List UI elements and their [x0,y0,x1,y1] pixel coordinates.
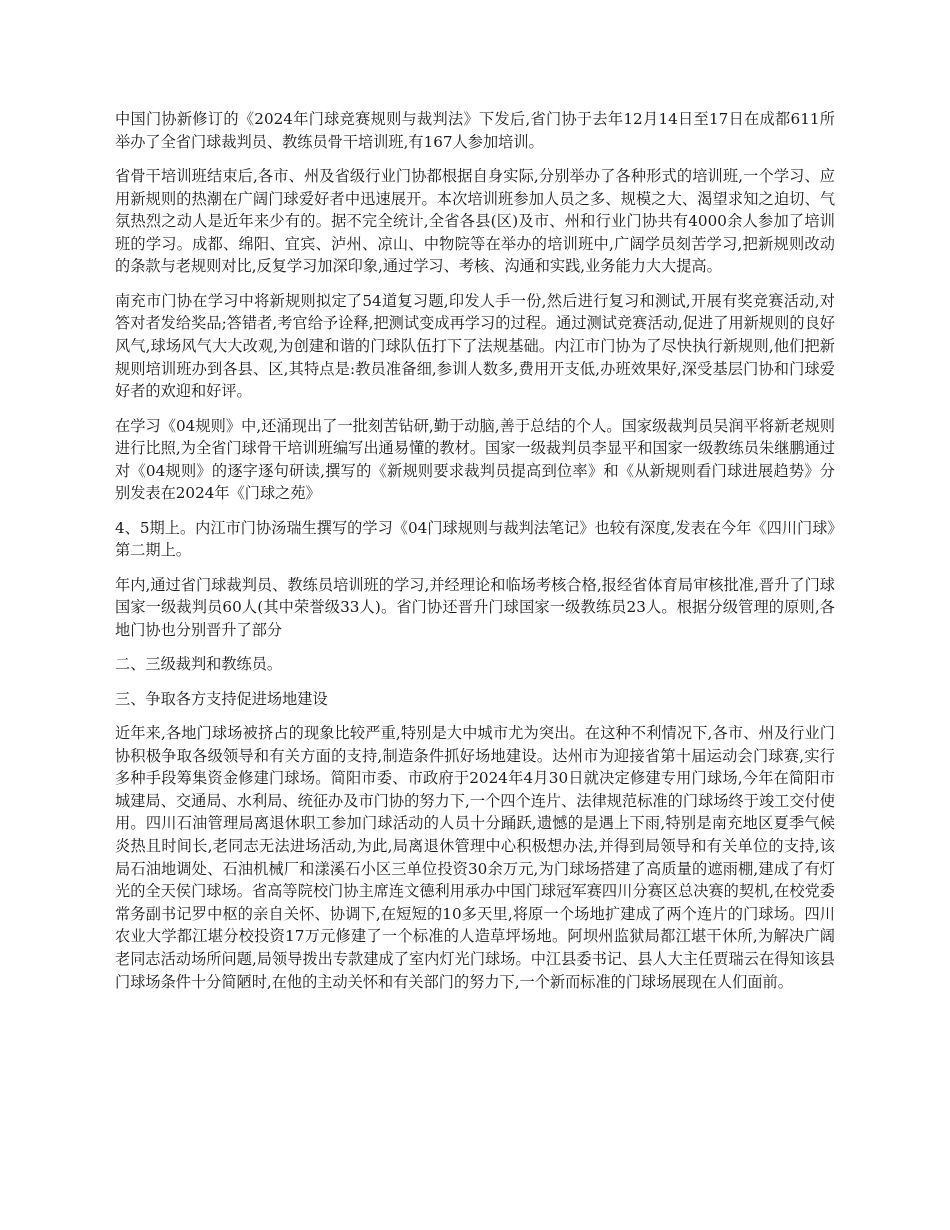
paragraph-training-course: 中国门协新修订的《2024年门球竞赛规则与裁判法》下发后,省门协于去年12月14日至17日在成都611所举办了全省门球裁判员、教练员骨干培训班,有167人参加培训。 [115,110,835,151]
paragraph-venue-construction: 近年来,各地门球场被挤占的现象比较严重,特别是大中城市尤为突出。在这种不利情况下,各市、州及行业门协积极争取各级领导和有关方面的支持,制造条件抓好场地建设。达州市为迎接省第十届运动会门球赛,实行多种手段筹集资金修建门球场。简阳市委、市政府于2024年4月30日就决定修建专用门球场,今年在简阳市城建局、交通局、水利局、统征办及市门协的努力下,一个四个连片、法律规范标准的门球场终于竣工交付使用。四川石油管理局离退休职工参加门球活动的人员十分踊跃,遗憾的是遇上下雨,特别是南充地区夏季气候炎热且时间长,老同志无法进场活动,为此,局离退休管理中心积极想办法,并得到局领导和有关单位的支持,该局石油地调处、石油机械厂和漾溪石小区三单位投资30余万元,为门球场搭建了高质量的遮雨棚,建成了有灯光的全天侯门球场。省高等院校门协主席连文德利用承办中国门球冠军赛四川分赛区总决赛的契机,在校党委常务副书记罗中枢的亲自关怀、协调下,在短短的10多天里,将原一个场地扩建成了两个连片的门球场。四川农业大学都江堪分校投资17万元修建了一个标准的人造草坪场地。阿坝州监狱局都江堪干休所,为解决广阔老同志活动场所问题,局领导拨出专款建成了室内灯光门球场。中江县委书记、县人大主任贾瑞云在得知该县门球场条件十分简陋时,在他的主动关怀和有关部门的努力下,一个新而标准的门球场展现在人们面前。 [115,724,835,991]
paragraph-promotions-continued: 二、三级裁判和教练员。 [115,655,283,674]
section-heading-venue-construction: 三、争取各方支持促进场地建设 [115,689,328,708]
paragraph-nanchong-neijiang: 南充市门协在学习中将新规则拟定了54道复习题,印发人手一份,然后进行复习和测试,开展有奖竞赛活动,对答对者发给奖品;答错者,考官给予诠释,把测试变成再学习的过程。通过测试竞赛活动,促进了用新规则的良好风气,球场风气大大改观,为创建和谐的门球队伍打下了法规基础。内江市门协为了尽快执行新规则,他们把新规则培训班办到各县、区,其特点是:教员准备细,参训人数多,费用开支低,办班效果好,深受基层门协和门球爱好者的欢迎和好评。 [115,291,835,401]
document-body [115,108,835,1005]
paragraph-local-training: 省骨干培训班结束后,各市、州及省级行业门协都根据自身实际,分别举办了各种形式的培训班,一个学习、应用新规则的热潮在广阔门球爱好者中迅速展开。本次培训班参加人员之多、规模之大、渴望求知之迫切、气氛热烈之动人是近年来少有的。据不完全统计,全省各县(区)及市、州和行业门协共有4000余人参加了培训班的学习。成都、绵阳、宜宾、泸州、凉山、中物院等在举办的培训班中,广阔学员刻苦学习,把新规则改动的条款与老规则对比,反复学习加深印象,通过学习、考核、沟通和实践,业务能力大大提高。 [115,166,835,276]
paragraph-publications: 4、5期上。内江市门协汤瑞生撰写的学习《04门球规则与裁判法笔记》也较有深度,发表在今年《四川门球》第二期上。 [115,518,835,560]
paragraph-individuals: 在学习《04规则》中,还涌现出了一批刻苦钻研,勤于动脑,善于总结的个人。国家级裁判员吴润平将新老规则进行比照,为全省门球骨干培训班编写出通易懂的教材。国家一级裁判员李显平和国家一级教练员朱继鹏通过对《04规则》的逐字逐句研读,撰写的《新规则要求裁判员提高到位率》和《从新规则看门球进展趋势》分别发表在2024年《门球之苑》 [115,416,835,503]
paragraph-promotions: 年内,通过省门球裁判员、教练员培训班的学习,并经理论和临场考核合格,报经省体育局审核批准,晋升了门球国家一级裁判员60人(其中荣誉级33人)。省门协还晋升门球国家一级教练员23人。根据分级管理的原则,各地门协也分别晋升了部分 [115,575,835,639]
